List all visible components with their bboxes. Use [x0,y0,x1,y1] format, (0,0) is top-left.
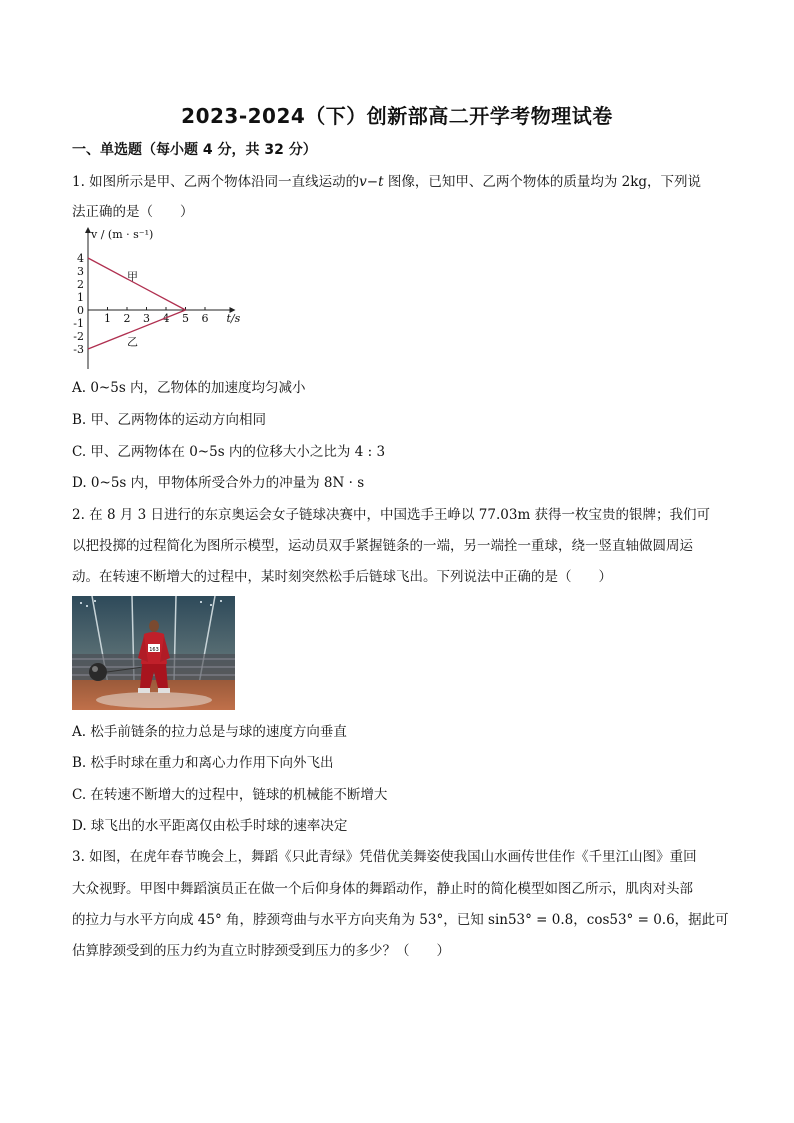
x-tick-label: 3 [143,312,150,325]
q3-stem-line4: 估算脖颈受到的压力约为直立时脖颈受到压力的多少？（ ） [72,943,450,959]
q1-option-d: D. 0~5s 内，甲物体所受合外力的冲量为 8N · s [72,475,365,491]
page-title: 2023-2024（下）创新部高二开学考物理试卷 [181,104,613,128]
q1-option-c: C. 甲、乙两物体在 0~5s 内的位移大小之比为 4 : 3 [72,444,386,460]
athlete-bib-number: 163 [149,647,159,653]
q1-vt-symbol: v−t [359,174,384,190]
y-tick-label: 4 [77,252,84,265]
x-axis-label: t/s [226,312,241,325]
y-tick-label: -2 [73,330,84,343]
q3-stem-line1: 3. 如图，在虎年春节晚会上，舞蹈《只此青绿》凭借优美舞姿使我国山水画传世佳作《千里江山图》重回 [72,849,697,865]
x-tick-label: 1 [104,312,111,325]
q3-stem-line3: 的拉力与水平方向成 45° 角，脖颈弯曲与水平方向夹角为 53°，已知 sin53° = 0.8，cos53° = 0.6，据此可 [72,912,729,928]
q1-stem-text-b: 图像，已知甲、乙两个物体的质量均为 2kg，下列说 [383,174,702,190]
series-label-jia: 甲 [127,270,139,283]
x-tick-label: 2 [123,312,131,325]
q1-stem-line2: 法正确的是（ ） [72,204,194,220]
q1-stem-line1 [72,172,701,192]
y-tick-label: 0 [77,304,84,317]
vt-graph [68,222,248,372]
y-tick-label: -1 [73,317,84,330]
q2-stem-line1: 2. 在 8 月 3 日进行的东京奥运会女子链球决赛中，中国选手王峥以 77.03m 获得一枚宝贵的银牌；我们可 [72,507,711,523]
q2-option-b: B. 松手时球在重力和离心力作用下向外飞出 [72,755,334,771]
q1-option-b: B. 甲、乙两物体的运动方向相同 [72,412,267,428]
q2-option-c: C. 在转速不断增大的过程中，链球的机械能不断增大 [72,787,388,803]
q1-stem-text-a: 1. 如图所示是甲、乙两个物体沿同一直线运动的 [72,174,360,190]
q2-option-a: A. 松手前链条的拉力总是与球的速度方向垂直 [72,724,347,740]
hammer-throw-photo [72,596,235,710]
y-tick-label: -3 [73,343,84,356]
series-line-jia [88,258,186,310]
y-tick-label: 2 [77,278,84,291]
x-tick-label: 4 [162,312,170,325]
x-tick-label: 6 [201,312,209,325]
q1-option-a: A. 0~5s 内，乙物体的加速度均匀减小 [72,380,306,396]
y-tick-label: 1 [77,291,84,304]
q3-stem-line2: 大众视野。甲图中舞蹈演员正在做一个后仰身体的舞蹈动作，静止时的简化模型如图乙所示，肌肉对头部 [72,881,693,897]
y-axis-label: v / (m · s⁻¹) [91,228,154,241]
q2-stem-line2: 以把投掷的过程简化为图所示模型，运动员双手紧握链条的一端，另一端拴一重球，绕一竖直轴做圆周运 [72,538,693,554]
q2-option-d: D. 球飞出的水平距离仅由松手时球的速率决定 [72,818,348,834]
section-heading: 一、单选题（每小题 4 分，共 32 分） [72,142,317,158]
y-tick-label: 3 [77,265,84,278]
q2-stem-line3: 动。在转速不断增大的过程中，某时刻突然松手后链球飞出。下列说法中正确的是（ ） [72,569,612,585]
x-tick-label: 5 [182,312,189,325]
series-label-yi: 乙 [127,335,139,349]
